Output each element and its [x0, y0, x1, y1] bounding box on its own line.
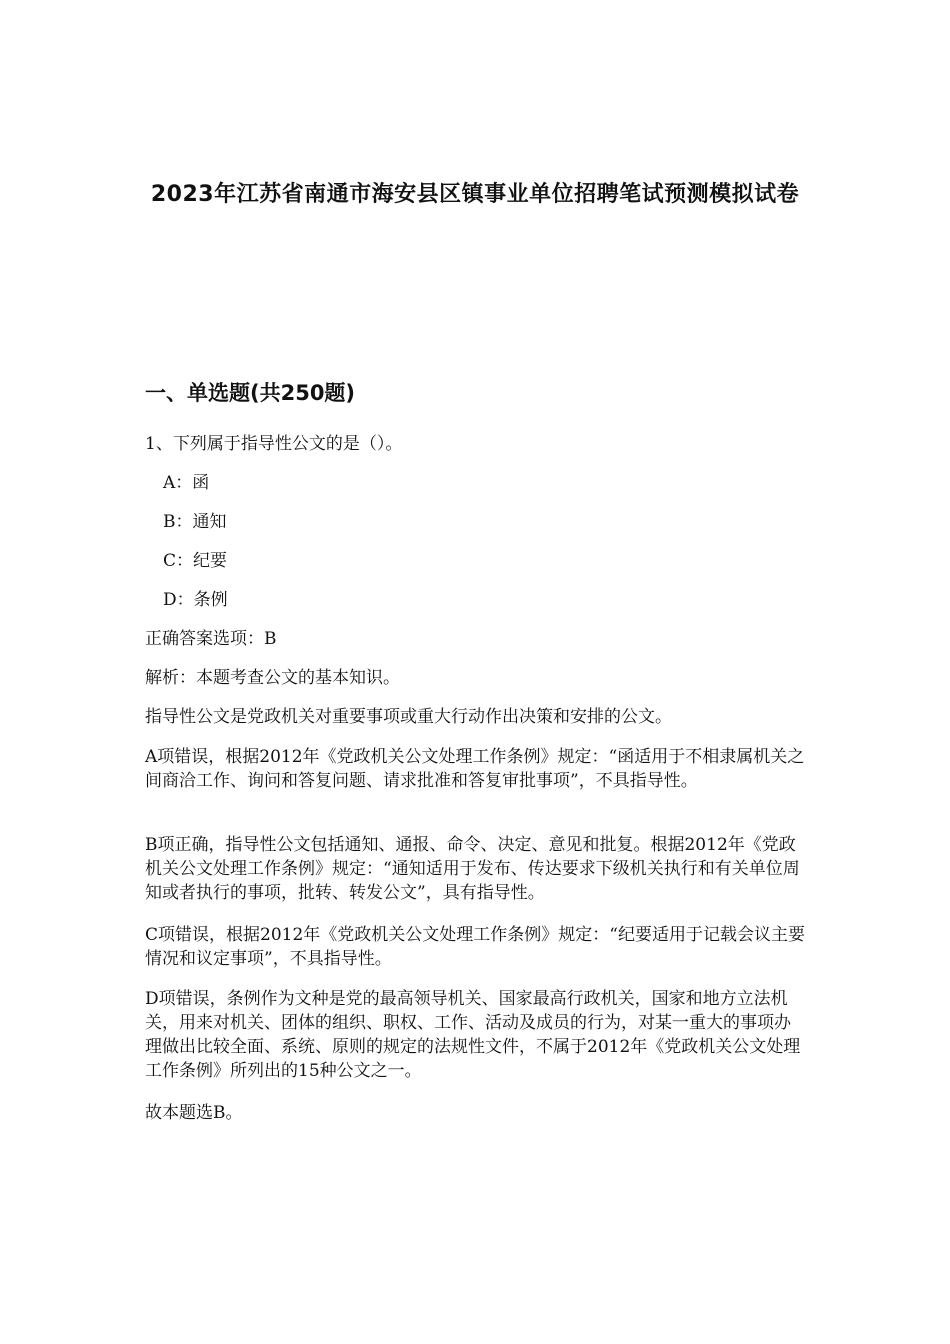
analysis-paragraph: C项错误，根据2012年《党政机关公文处理工作条例》规定：“纪要适用于记载会议主要情况和议定事项”，不具指导性。: [145, 925, 805, 969]
conclusion: 故本题选B。: [145, 1103, 243, 1123]
question-stem: 1、下列属于指导性公文的是（）。: [145, 434, 403, 454]
option-c: C：纪要: [163, 551, 228, 571]
option-b: B：通知: [163, 512, 227, 532]
analysis-paragraph: 指导性公文是党政机关对重要事项或重大行动作出决策和安排的公文。: [145, 707, 672, 727]
correct-answer: 正确答案选项：B: [145, 629, 277, 649]
option-d: D：条例: [163, 590, 228, 610]
document-title: 2023年江苏省南通市海安县区镇事业单位招聘笔试预测模拟试卷: [150, 182, 800, 207]
section-heading: 一、单选题(共250题): [145, 381, 356, 405]
analysis-paragraph: D项错误，条例作为文种是党的最高领导机关、国家最高行政机关，国家和地方立法机关，用来对机关、团体的组织、职权、工作、活动及成员的行为，对某一重大的事项办理做出比较全面、系统、原则的规定的法规性文件，不属于2012年《党政机关公文处理工作条例》所列出的15种公文之一。: [145, 989, 801, 1081]
analysis-paragraph: A项错误，根据2012年《党政机关公文处理工作条例》规定：“函适用于不相隶属机关之间商洽工作、询问和答复问题、请求批准和答复审批事项”，不具指导性。: [145, 747, 805, 791]
analysis-paragraph: B项正确，指导性公文包括通知、通报、命令、决定、意见和批复。根据2012年《党政机关公文处理工作条例》规定：“通知适用于发布、传达要求下级机关执行和有关单位周知或者执行的事项，批转、转发公文”，具有指导性。: [145, 835, 800, 903]
analysis-intro: 解析：本题考查公文的基本知识。: [145, 668, 400, 688]
option-a: A：函: [163, 473, 210, 493]
